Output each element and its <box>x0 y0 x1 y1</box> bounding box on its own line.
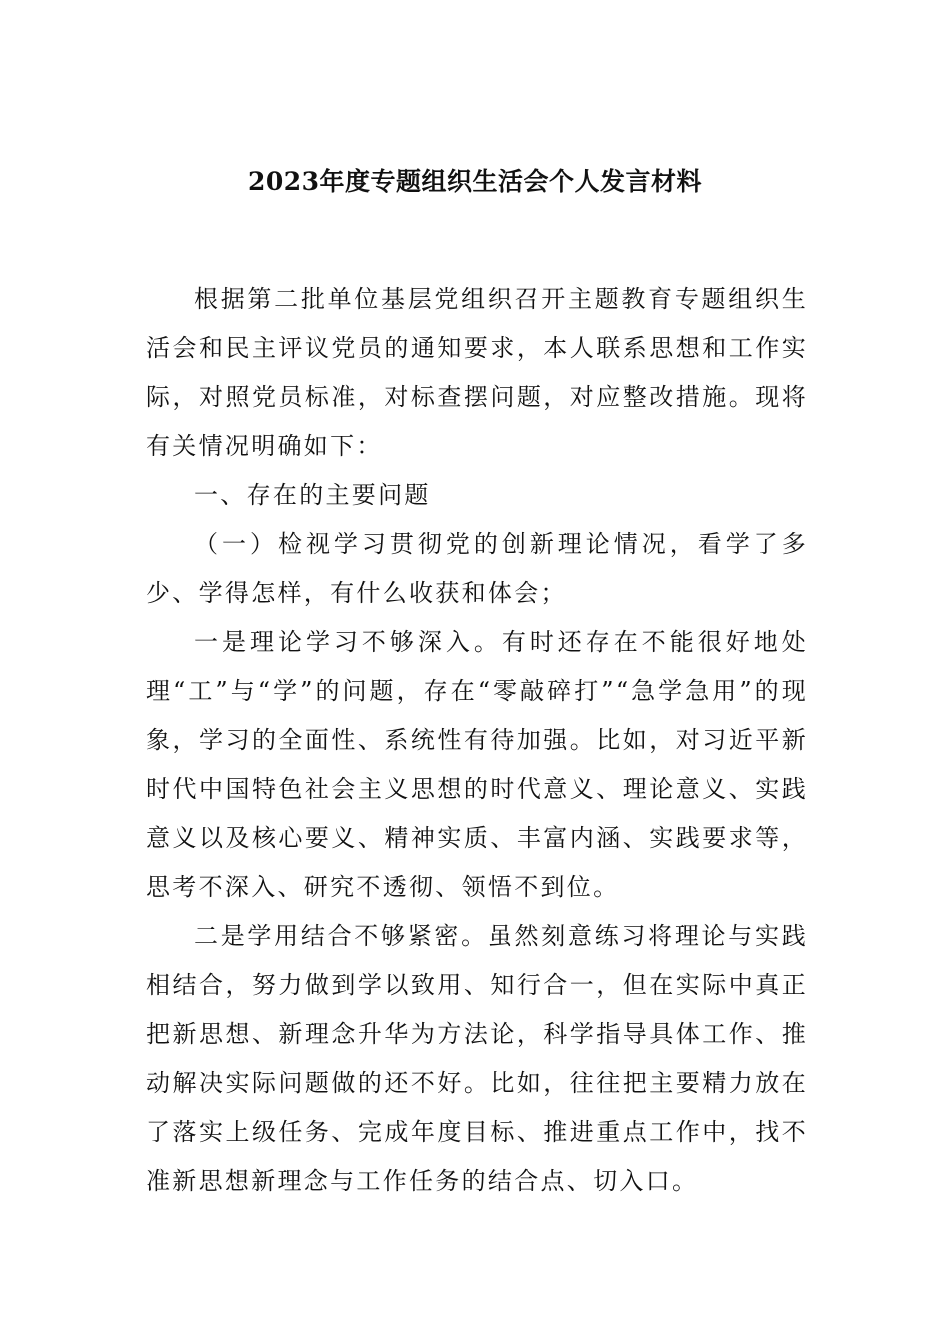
document-title: 2023年度专题组织生活会个人发言材料 <box>247 167 703 196</box>
paragraph-point-one: 一是理论学习不够深入。有时还存在不能很好地处理“工”与“学”的问题，存在“零敲碎打”“急学急用”的现象，学习的全面性、系统性有待加强。比如，对习近平新时代中国特色社会主义思想的时代意义、理论意义、实践意义以及核心要义、精神实质、丰富内涵、实践要求等，思考不深入、研究不透彻、领悟不到位。 <box>146 628 808 901</box>
section-heading: 一、存在的主要问题 <box>194 481 431 509</box>
paragraph-point-two: 二是学用结合不够紧密。虽然刻意练习将理论与实践相结合，努力做到学以致用、知行合一，但在实际中真正把新思想、新理念升华为方法论，科学指导具体工作、推动解决实际问题做的还不好。比如，往往把主要精力放在了落实上级任务、完成年度目标、推进重点工作中，找不准新思想新理念与工作任务的结合点、切入口。 <box>146 922 808 1195</box>
subsection-heading: （一）检视学习贯彻党的创新理论情况，看学了多少、学得怎样，有什么收获和体会； <box>146 530 808 607</box>
document-body <box>146 275 808 1206</box>
paragraph-intro: 根据第二批单位基层党组织召开主题教育专题组织生活会和民主评议党员的通知要求，本人联系思想和工作实际，对照党员标准，对标查摆问题，对应整改措施。现将有关情况明确如下： <box>146 285 808 460</box>
